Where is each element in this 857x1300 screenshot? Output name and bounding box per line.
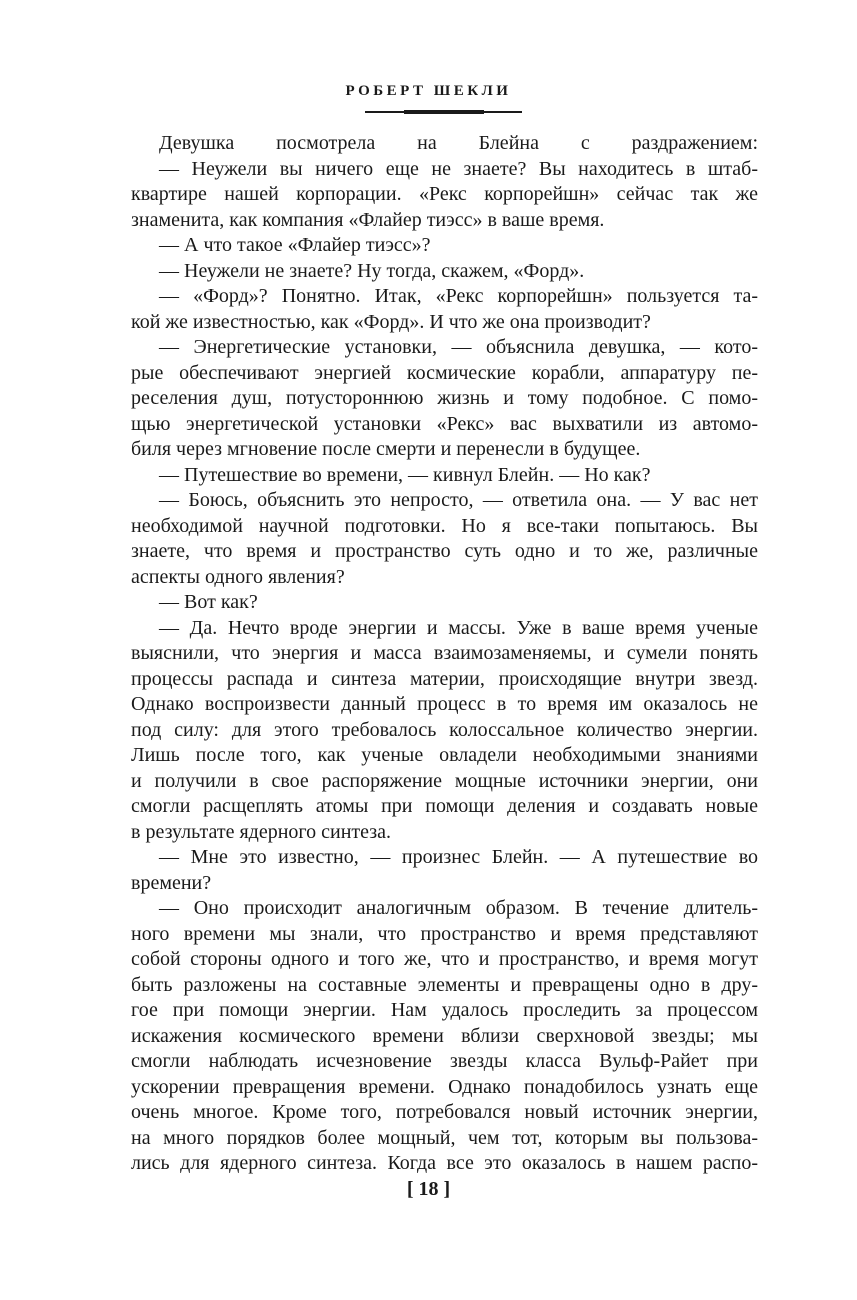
page-number: [ 18 ] [406,1178,451,1200]
text-line: времени? [131,871,212,894]
text-line: Лишь после того, как ученые овладели необходимыми знаниями [131,744,758,766]
text-line: — А что такое «Флайер тиэсс»? [159,234,431,256]
text-line: биля через мгновение после смерти и перенесли в будущее. [131,438,641,460]
text-line: — Неужели не знаете? Ну тогда, скажем, «Форд». [159,259,585,282]
text-line: знаете, что время и пространство суть одно и то же, различные [131,540,758,562]
text-line: рые обеспечивают энергией космические корабли, аппаратуру пе- [131,361,758,384]
text-line: и получили в свое распоряжение мощные источники энергии, они [131,769,758,792]
text-line: реселения душ, потустороннюю жизнь и тому подобное. С помо- [131,387,758,409]
text-line: очень многое. Кроме того, потребовался новый источник энергии, [131,1101,758,1123]
text-line: искажения космического времени вблизи сверхновой звезды; мы [131,1024,758,1047]
body-text [131,131,758,1177]
text-line: быть разложены на составные элементы и превращены одно в дру- [131,973,758,996]
text-line: — Боюсь, объяснить это непросто, — ответила она. — У вас нет [159,489,758,511]
header-rule-accent [404,110,484,114]
text-line: — Оно происходит аналогичным образом. В течение длитель- [159,897,758,919]
running-head-author: РОБЕРТ ШЕКЛИ [345,83,512,99]
text-line: — Путешествие во времени, — кивнул Блейн. — Но как? [159,463,651,486]
text-line: Девушка посмотрела на Блейна с раздражением: [159,132,758,154]
text-line: ного времени мы знали, что пространство и время представляют [131,922,758,945]
text-line: — Да. Нечто вроде энергии и массы. Уже в ваше время ученые [159,616,758,639]
text-line: в результате ядерного синтеза. [131,820,392,843]
text-line: под силу: для этого требовалось колоссальное количество энергии. [131,718,758,741]
text-line: ускорении превращения времени. Однако понадобилось узнать еще [131,1075,758,1098]
text-line: лись для ядерного синтеза. Когда все это оказалось в нашем распо- [131,1152,758,1174]
text-line: процессы распада и синтеза материи, происходящие внутри звезд. [131,667,758,690]
text-line: кой же известностью, как «Форд». И что же она производит? [131,310,651,333]
text-line: на много порядков более мощный, чем тот, которым вы пользова- [131,1126,758,1149]
text-line: Однако воспроизвести данный процесс в то время им оказалось не [131,693,758,715]
text-line: выяснили, что энергия и масса взаимозаменяемы, и сумели понять [131,642,758,664]
text-line: знаменита, как компания «Флайер тиэсс» в ваше время. [131,208,605,231]
text-line: аспекты одного явления? [131,565,345,588]
text-line: гое при помощи энергии. Нам удалось проследить за процессом [131,999,758,1021]
text-line: необходимой научной подготовки. Но я все-таки попытаюсь. Вы [131,514,758,537]
text-line: щью энергетической установки «Рекс» вас выхватили из автомо- [131,412,758,435]
text-line: собой стороны одного и того же, что и пространство, и время могут [131,948,758,970]
text-line: — Неужели вы ничего еще не знаете? Вы находитесь в штаб- [159,157,758,180]
text-line: смогли расщеплять атомы при помощи деления и создавать новые [131,795,758,817]
text-line: — Мне это известно, — произнес Блейн. — А путешествие во [159,846,758,868]
text-line: — Энергетические установки, — объяснила девушка, — кото- [159,336,758,358]
text-line: — Вот как? [159,591,258,613]
text-line: смогли наблюдать исчезновение звезды класса Вульф-Райет при [131,1050,758,1072]
text-line: квартире нашей корпорации. «Рекс корпорейшн» сейчас так же [131,183,758,205]
text-line: — «Форд»? Понятно. Итак, «Рекс корпорейшн» пользуется та- [159,285,758,307]
